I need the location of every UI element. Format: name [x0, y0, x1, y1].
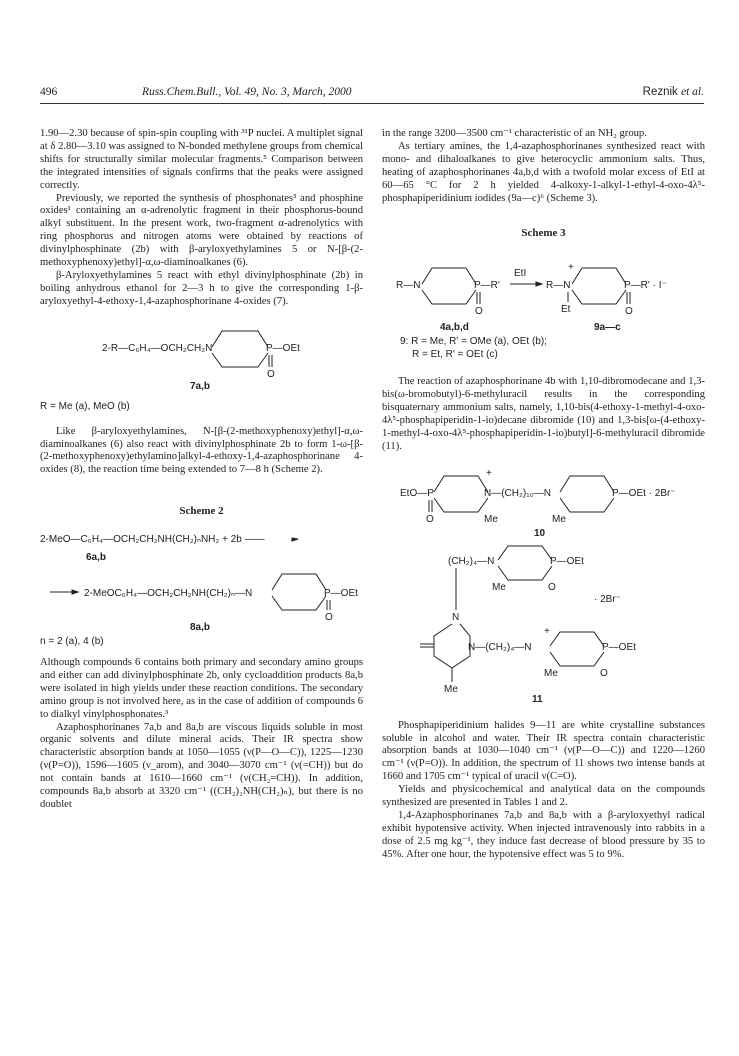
paragraph: in the range 3200—3500 cm⁻¹ characteristic of an NH₂ group. [382, 128, 647, 139]
scheme2-title: Scheme 2 [179, 505, 224, 518]
s10-chain: N—(CH₂)₁₀—N [484, 487, 551, 499]
s11-uracil-me: Me [444, 683, 458, 695]
s10-oxygen: O [426, 513, 434, 525]
s11-me: Me [492, 581, 506, 593]
s2-reactants: 2-MeO—C₆H₄—OCH₂CH₂NH(CH₂)ₙNH₂ + 2b —— [40, 534, 265, 546]
structure-10-drawing [382, 454, 705, 540]
author-name: Reznik [642, 86, 678, 98]
s10-me2: Me [552, 513, 566, 525]
s3-ethyl: Et [561, 304, 571, 316]
paragraph: Previously, we reported the synthesis of phosphonates³ and phosphine oxides¹ containing an α-adrenolytic fragment in their phosphorus-bound alkyl substituent. In the present work, two-fragment α-adrenolytics with ring phosphorus and nitrogen atoms were obtained by reactions of divinylphosphinate (2b) with β-aryloxyethylamines 5 or N-[β-(2-methoxyphenoxy)ethyl]-α,ω-diaminoalkanes (6). [40, 192, 363, 269]
s11-bromide: · 2Br⁻ [594, 593, 621, 605]
s3-pr2: P—R' · I⁻ [624, 280, 667, 292]
s3-label9: 9a—c [594, 322, 621, 334]
ring-bond [212, 331, 268, 347]
s11-ch2: (CH₂)₄—N [448, 555, 495, 567]
s11-chain: N—(CH₂)₄—N [468, 641, 532, 653]
ring-bond [572, 268, 626, 284]
paragraph: Like β-aryloxyethylamines, N-[β-(2-methoxyphenoxy)ethyl]-α,ω-diaminoalkanes (6) also react with divinylphosphinate 2b to form 1-ω-[β-(2-methoxyphenoxy)ethylamino]alkyl-4-ethoxy-1,4-azaphosphorinane 4-oxides (8), the reaction time being extended to 7—8 h (Scheme 2). [40, 425, 363, 476]
s11-oxygen2: O [600, 667, 608, 679]
s11-poet: P—OEt [550, 555, 584, 567]
scheme3-title: Scheme 3 [521, 227, 566, 240]
s3-oxygen2: O [625, 306, 633, 318]
paragraph: Azaphosphorinanes 7a,b and 8a,b are viscous liquids soluble in most organic solvents and dilute mineral acids. Their IR spectra show characteristic absorption bands at 1050—1055 (ν(P—O—C)), 1225—1230 (ν(P=O)), 1596—1605 (ν_arom), and 3040—3070 cm⁻¹ (ν(=CH)) but do not contain bands at 1610—1660 cm⁻¹ (ν(CH₂=CH)). In addition, compounds 8a,b absorb at 3320 cm⁻¹ ((CH₂)₂NH(CH₂)ₙ), but there is no doublet [40, 721, 363, 810]
arrow-head [72, 590, 78, 594]
s10-me: Me [484, 513, 498, 525]
ring-bond [560, 476, 614, 492]
s11-uracil-n: N [452, 611, 460, 623]
paragraph: As tertiary amines, the 1,4-azaphosphorinanes synthesized react with mono- and dihaloalkanes to give heterocyclic ammonium salts. Thus, heating of azaphosphorinanes 4a,b,d with a twofold molar excess of EtI at 60—65 °C for 2 h yielded 4-alkoxy-1-alkyl-1-ethyl-4-oxo-4λ⁵-phosphapiperidinium iodides (9a—c)⁶ (Scheme 3). [382, 140, 705, 204]
s3-definition-1: 9: R = Me, R' = OMe (a), OEt (b); [400, 336, 547, 348]
paragraph: The reaction of azaphosphorinane 4b with 1,10-dibromodecane and 1,3-bis(ω-bromobutyl)-6-methyluracil results in the corresponding bisquaternary ammonium salts, namely, 1,10-bis(4-ethoxy-1-methyl-4-oxo-4λ⁵-phosphapiperidin-1-io)decane dibromide (10) and 1,3-bis[ω-(4-ethoxy-1-methyl-4-oxo-4λ⁵-phosphapiperidin-1-io)butyl]-6-methyluracil dibromide (11). [382, 376, 705, 452]
ring-bond [560, 498, 614, 512]
s3-definition-2: R = Et, R' = OEt (c) [412, 349, 498, 361]
paragraph: Yields and physicochemical and analytical data on the compounds synthesized are presented in Tables 1 and 2. [382, 784, 705, 809]
paragraph: β-Aryloxyethylamines 5 react with ethyl divinylphosphinate (2b) in boiling anhydrous ethanol for 2—3 h to give the corresponding 1-β-aryloxyethyl-4-ethoxy-1,4-azaphosphorinane 4-oxides (7). [40, 269, 363, 307]
ring-bond [498, 566, 552, 580]
s2-product: 2-MeOC₆H₄—OCH₂CH₂NH(CH₂)ₙ—N [84, 588, 253, 600]
s10-label: 10 [534, 527, 546, 539]
s11-poet2: P—OEt [602, 641, 636, 653]
s3-pr: P—R' [474, 280, 500, 292]
running-header [40, 86, 704, 102]
ring-bond [550, 652, 604, 666]
structure-10 [382, 454, 705, 540]
page-number: 496 [40, 86, 58, 98]
structure-11 [382, 540, 705, 710]
uracil-ring [434, 624, 470, 668]
left-column [40, 128, 363, 812]
s2-poet: P—OEt [324, 588, 358, 600]
s11-label: 11 [532, 693, 543, 705]
s2-label6: 6a,b [86, 552, 107, 564]
s7-oxygen: O [267, 368, 275, 380]
s10-poet: P—OEt · 2Br⁻ [612, 487, 676, 499]
s3-oxygen1: O [475, 306, 483, 318]
structure-7-drawing [40, 309, 363, 401]
s3-rn: R—N [396, 280, 421, 292]
s3-plus: + [568, 262, 574, 274]
paragraph: Although compounds 6 contains both primary and secondary amino groups and either can add divinylphosphinate 2b, only cycloaddition products 8a,b were isolated in high yields under these reaction conditions. The secondary amino group is not involved here, as in the case of addition of compounds 6 to dialkyl vinylphosphonates.³ [40, 657, 363, 720]
scheme-2-drawing [40, 518, 363, 636]
paragraph: Phosphapiperidinium halides 9—11 are white crystalline substances soluble in alcohol and water. Their IR spectra contain characteristic absorption bands at 1030—1040 cm⁻¹ (ν(P—O—C)) and 1220—1260 cm⁻¹ (ν(P=O)). In addition, the spectrum of 11 shows two intense bands at 1660 and 1705 cm⁻¹ typical of uracil ν(C=O). [382, 719, 705, 783]
right-column [382, 128, 705, 862]
ring-bond [572, 290, 626, 304]
s7-poet: P—OEt [266, 342, 300, 354]
s7-formula: 2-R—C₆H₄—OCH₂CH₂N [102, 342, 213, 354]
s3-reagent: EtI [514, 268, 527, 280]
arrow-head [292, 538, 298, 541]
header-rule [40, 103, 704, 104]
scheme-3-drawing [382, 240, 705, 336]
journal-citation: Russ.Chem.Bull., Vol. 49, No. 3, March, 2000 [142, 86, 352, 98]
ring-bond [434, 498, 488, 512]
ring-bond [550, 632, 604, 646]
ring-bond [434, 476, 488, 492]
s2-oxygen: O [325, 612, 333, 624]
scheme-2 [40, 518, 363, 636]
s11-me2: Me [544, 667, 558, 679]
ring-bond [272, 574, 326, 590]
paragraph: 1.90—2.30 because of spin-spin coupling with ³¹P nuclei. A multiplet signal at δ 2.80—3.10 was assigned to N-bonded methylene groups from chemical shifts for structurally similar molecular fragments.⁵ Comparison between the integrated intensities of signals confirms that the peaks were assigned correctly. [40, 128, 363, 191]
author-suffix: et al. [681, 86, 704, 98]
scheme-3 [382, 240, 705, 336]
s10-plus: + [486, 467, 492, 479]
s11-oxygen: O [548, 581, 556, 593]
s10-eto: EtO—P [400, 487, 434, 499]
ring-bond [422, 290, 476, 304]
paragraph: 1,4-Azaphosphorinanes 7a,b and 8a,b with a β-aryloxyethyl radical exhibit hypotensive activity. When injected intravenously into rabbits in a dose of 2.5 mg kg⁻¹, they induce fast decrease of blood pressure by 35 to 45%. After one hour, the hypotensive effect was 5 to 9%. [382, 809, 705, 860]
s3-rn2: R—N [546, 280, 571, 292]
structure-7 [40, 309, 363, 401]
arrow-head [536, 282, 542, 286]
structure-11-drawing [382, 540, 705, 710]
author-line [643, 86, 704, 98]
ring-bond [498, 546, 552, 560]
ring-bond [212, 353, 268, 367]
s7-label: 7a,b [190, 380, 211, 392]
s2-definition: n = 2 (a), 4 (b) [40, 636, 104, 648]
ring-bond [272, 596, 326, 610]
s2-label8: 8a,b [190, 622, 211, 634]
ring-bond [422, 268, 476, 284]
s7-definition: R = Me (a), MeO (b) [40, 400, 130, 412]
s11-plus: + [544, 625, 550, 637]
s3-label4: 4a,b,d [440, 322, 469, 334]
